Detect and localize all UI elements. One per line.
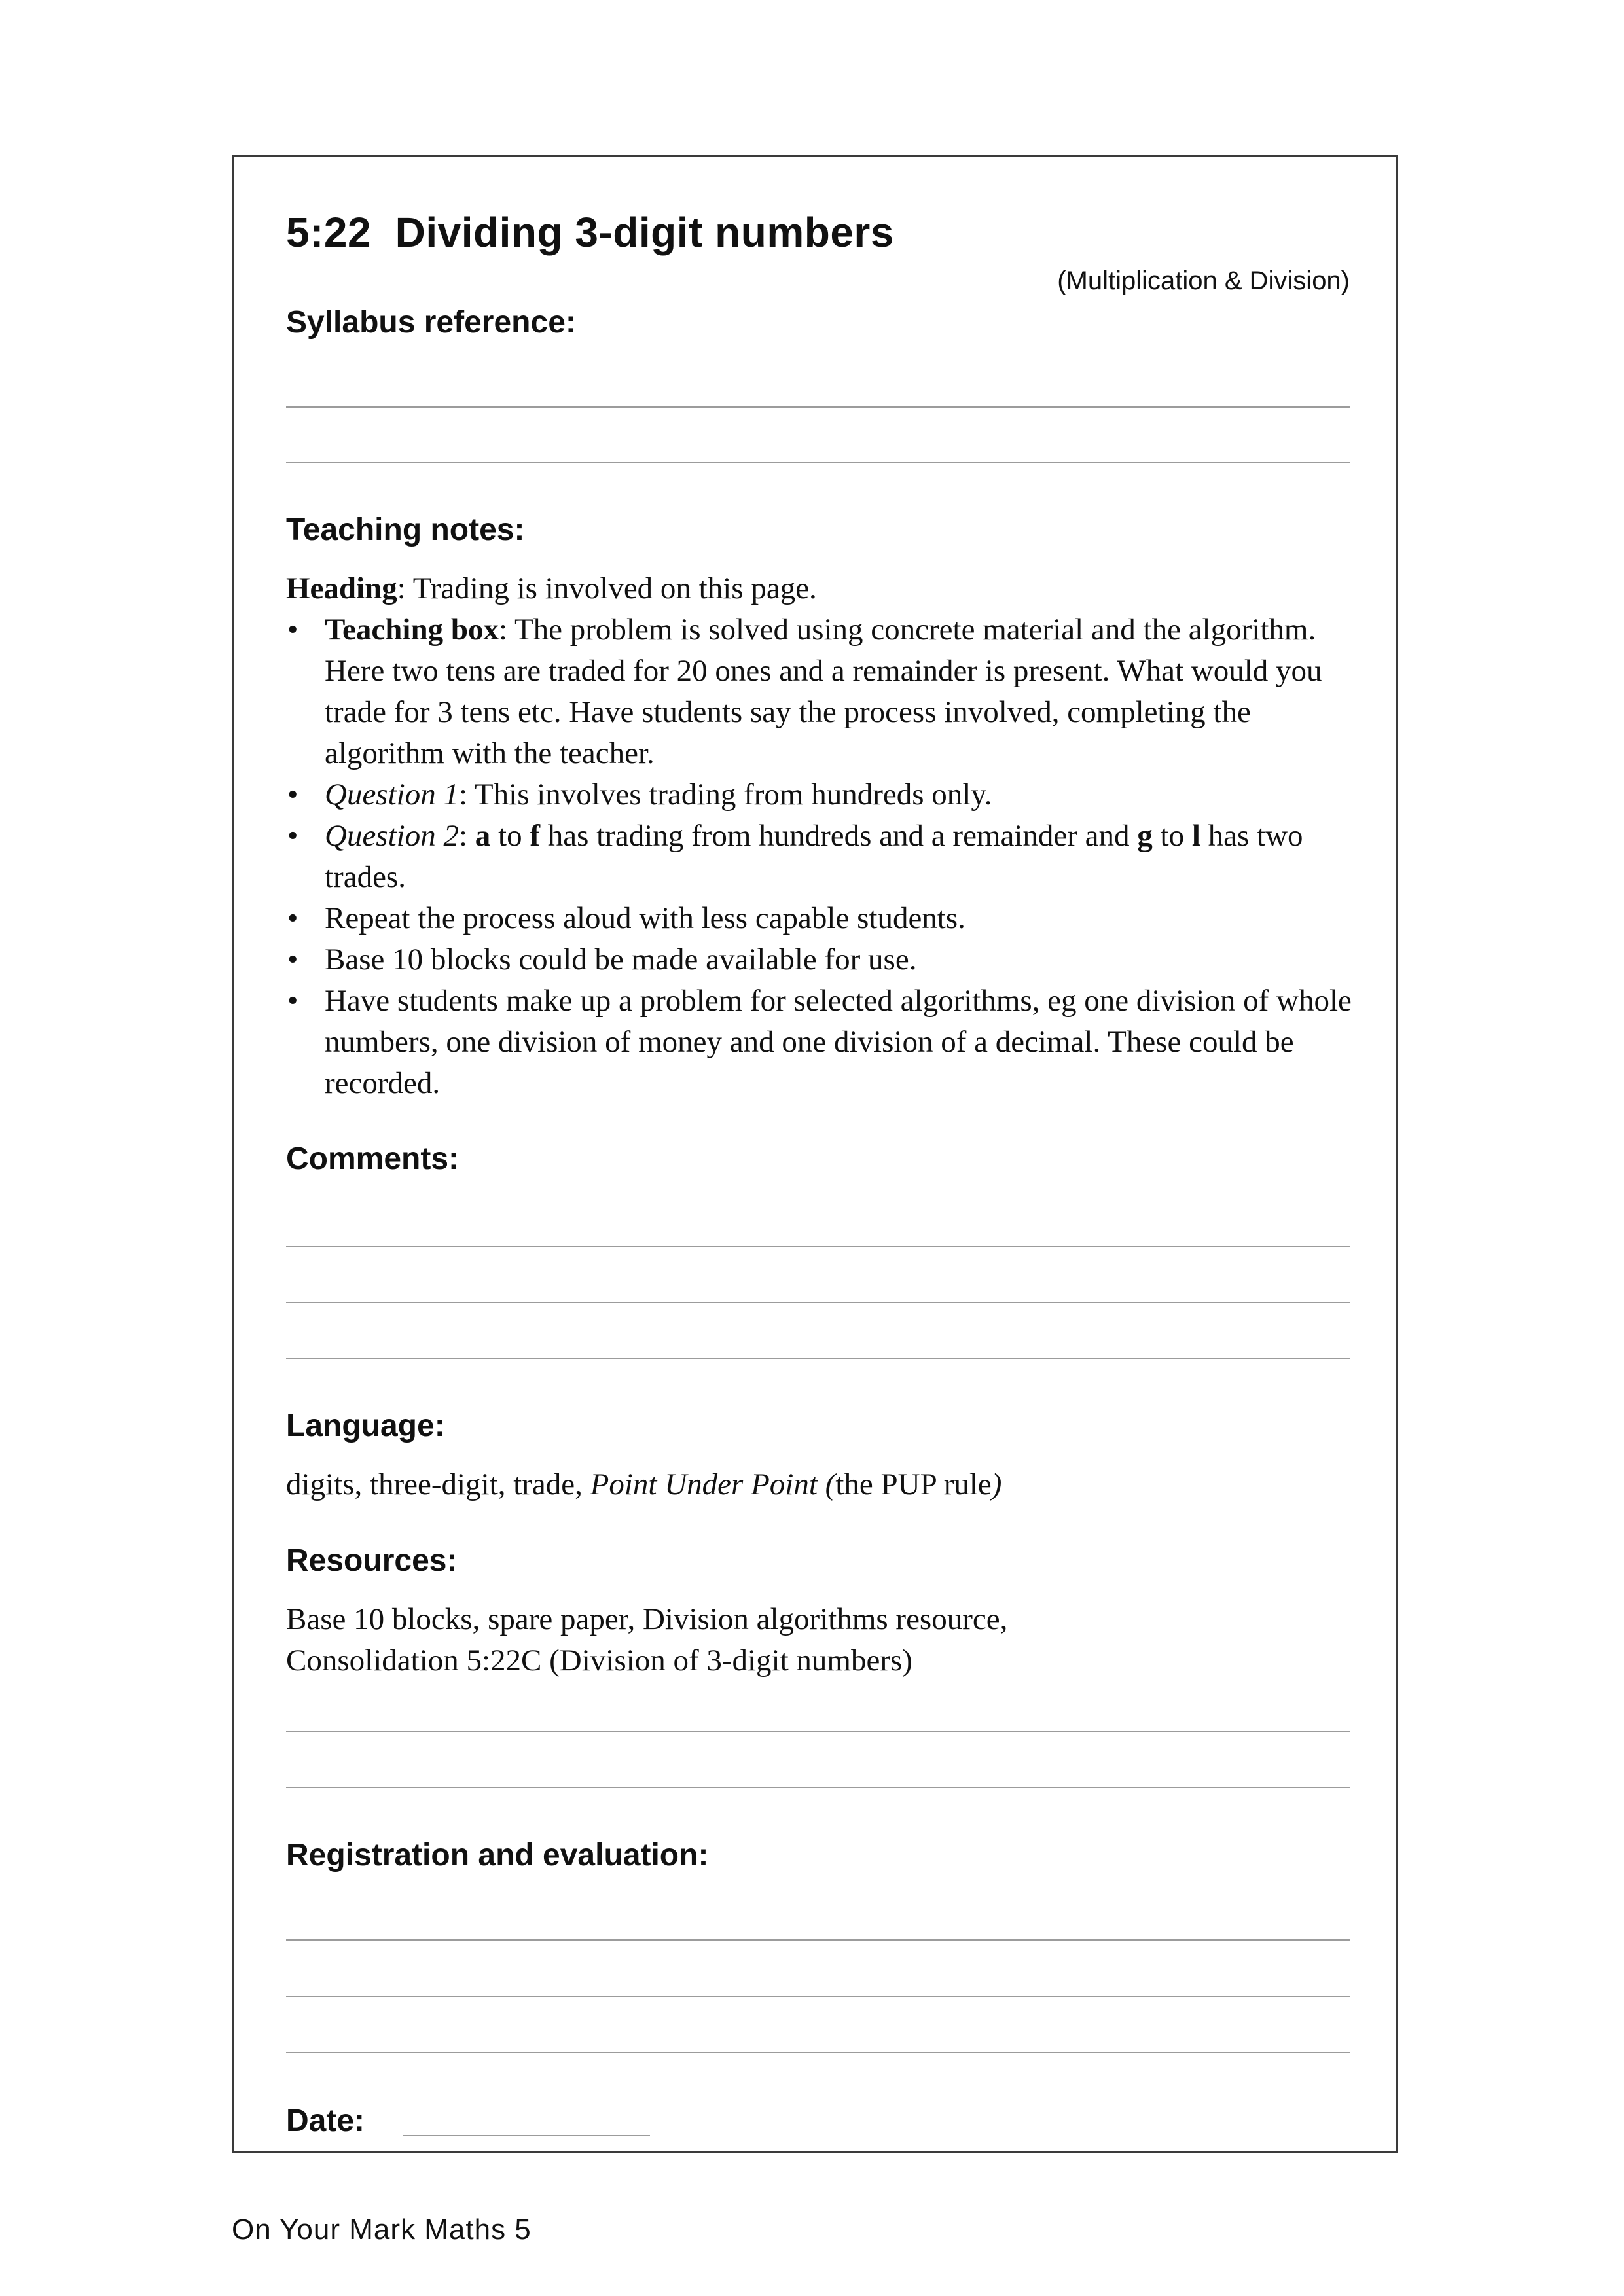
heading-note-label: Heading (286, 571, 397, 605)
resources-rule-1 (286, 1731, 1350, 1732)
heading-note-text: : Trading is involved on this page. (397, 571, 817, 605)
note-text: Base 10 blocks could be made available for use. (325, 942, 917, 977)
note-text: : (458, 819, 475, 853)
note-italic-label: Question 1 (325, 778, 459, 812)
note-bold-letter: f (530, 819, 540, 853)
note-text: : The problem is solved using concrete material and the algorithm. Here two tens are traded for 20 ones and a remainder is present. What would you trade for 3 tens etc. Have students say the process involved, completing the algorithm with the teacher. (325, 613, 1322, 770)
comments-line-1 (286, 1246, 1350, 1247)
note-text: to (1152, 819, 1192, 853)
comments-line-2 (286, 1302, 1350, 1303)
syllabus-heading: Syllabus reference: (286, 305, 576, 340)
registration-line-1 (286, 1939, 1350, 1941)
note-item (286, 898, 1360, 939)
note-item (286, 774, 1360, 816)
resources-rule-2 (286, 1787, 1350, 1788)
language-italic: ) (991, 1467, 1002, 1501)
language-plain: the PUP rule (835, 1467, 992, 1501)
comments-line-3 (286, 1358, 1350, 1359)
note-bold-letter: l (1191, 819, 1200, 853)
note-text: : This involves trading from hundreds only. (458, 778, 992, 812)
language-italic: Point Under Point ( (590, 1467, 836, 1501)
registration-heading: Registration and evaluation: (286, 1838, 709, 1873)
note-text: Repeat the process aloud with less capable students. (325, 901, 965, 935)
heading-note (286, 568, 1360, 609)
note-italic-label: Question 2 (325, 819, 459, 853)
resources-heading: Resources: (286, 1543, 458, 1578)
syllabus-line-1 (286, 406, 1350, 408)
teaching-notes-list (286, 609, 1360, 1104)
page-footer: On Your Mark Maths 5 (232, 2214, 532, 2246)
registration-line-2 (286, 1996, 1350, 1997)
note-bold-letter: a (475, 819, 491, 853)
comments-heading: Comments: (286, 1141, 460, 1176)
registration-line-3 (286, 2052, 1350, 2053)
note-item (286, 980, 1360, 1104)
resources-line-1: Base 10 blocks, spare paper, Division algorithms resource, (286, 1602, 1008, 1636)
date-label: Date: (286, 2104, 365, 2138)
note-item (286, 816, 1360, 898)
language-plain: digits, three-digit, trade, (286, 1467, 590, 1501)
note-item (286, 939, 1360, 980)
syllabus-line-2 (286, 462, 1350, 463)
note-text: has two trades. (325, 819, 1303, 894)
note-bold-label: Teaching box (325, 613, 499, 647)
language-text (286, 1464, 1360, 1505)
page-title: 5:22 Dividing 3-digit numbers (286, 209, 894, 256)
note-text: Have students make up a problem for selected algorithms, eg one division of whole numbers, one division of money and one division of a decimal. These could be recorded. (325, 984, 1352, 1100)
date-field-line (403, 2135, 650, 2136)
note-item (286, 609, 1360, 774)
note-text: to (490, 819, 530, 853)
strand-label: (Multiplication & Division) (1057, 266, 1350, 295)
note-bold-letter: g (1137, 819, 1153, 853)
note-text: has trading from hundreds and a remainder and (540, 819, 1138, 853)
resources-line-2: Consolidation 5:22C (Division of 3-digit numbers) (286, 1643, 912, 1677)
teaching-notes-heading: Teaching notes: (286, 512, 525, 547)
language-heading: Language: (286, 1408, 445, 1443)
